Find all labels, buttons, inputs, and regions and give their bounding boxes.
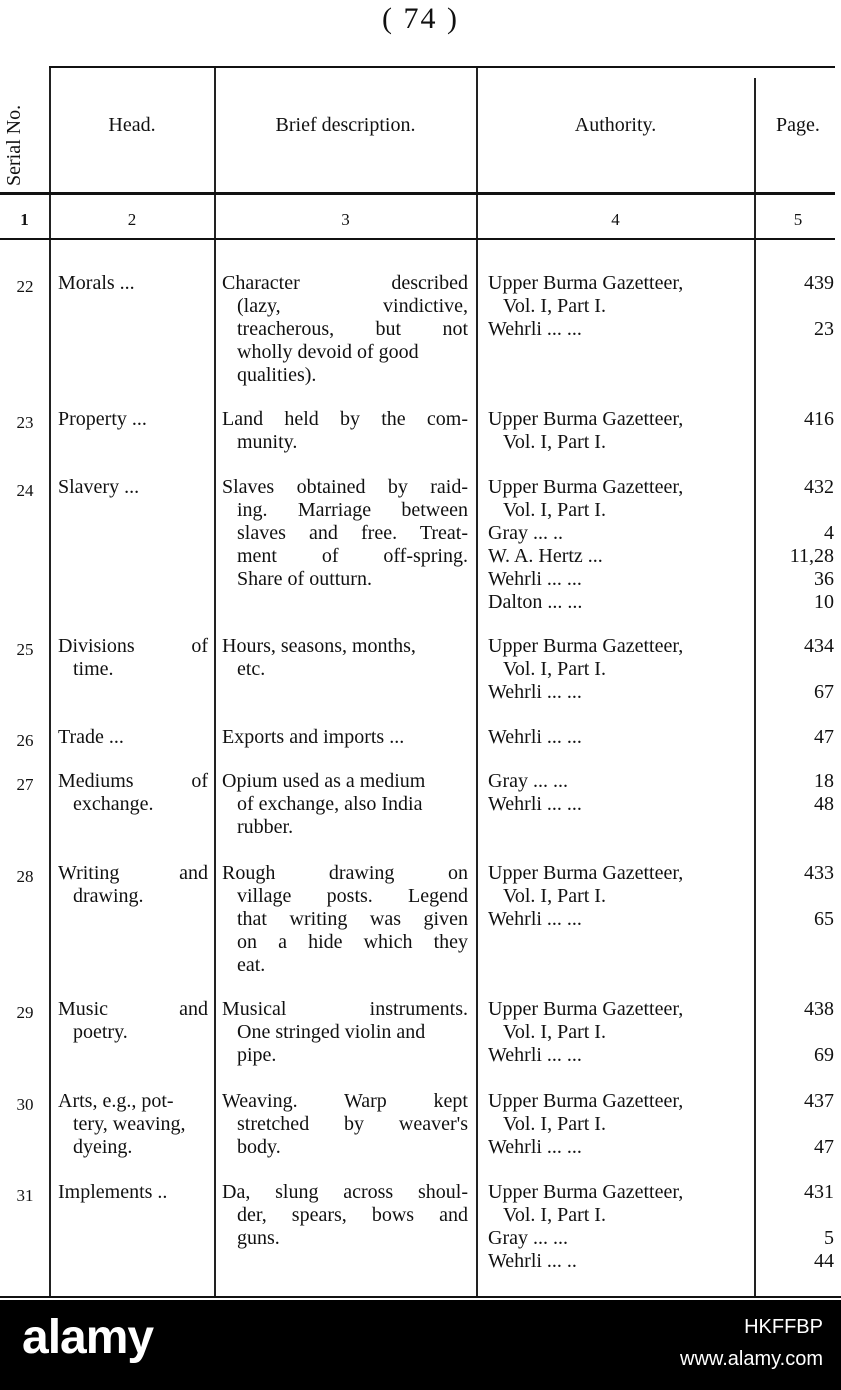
description-line: munity. xyxy=(237,431,298,453)
page-ref: 69 xyxy=(814,1044,834,1066)
head-line: Property ... xyxy=(58,408,147,430)
page-ref: 47 xyxy=(814,1136,834,1158)
row-description xyxy=(222,726,468,749)
description-line: rubber. xyxy=(237,816,294,838)
authority-volume: Vol. I, Part I. xyxy=(503,1021,606,1043)
row-head xyxy=(58,998,208,1044)
serial-number: 29 xyxy=(16,1003,34,1022)
authority-name: Dalton ... ... xyxy=(488,591,583,613)
row-pages xyxy=(758,726,834,749)
page-ref: 36 xyxy=(814,568,834,590)
authority-volume: Vol. I, Part I. xyxy=(503,431,606,453)
head-line: Music and xyxy=(58,998,208,1020)
row-pages xyxy=(758,272,834,341)
row-description xyxy=(222,998,468,1067)
row-description xyxy=(222,476,468,591)
description-line: pipe. xyxy=(237,1044,277,1066)
column-number: 4 xyxy=(611,210,620,229)
row-authority xyxy=(488,770,750,816)
watermark-image-code: HKFFBP xyxy=(744,1316,823,1338)
authority-volume: Vol. I, Part I. xyxy=(503,1113,606,1135)
head-line: Slavery ... xyxy=(58,476,140,498)
watermark-url: www.alamy.com xyxy=(680,1348,823,1370)
head-line: poetry. xyxy=(73,1021,128,1043)
row-pages xyxy=(758,1090,834,1159)
page-ref: 67 xyxy=(814,681,834,703)
description-line: etc. xyxy=(237,658,266,680)
column-rule-2 xyxy=(214,68,216,1296)
page-ref: 47 xyxy=(814,726,834,748)
table-bottom-rule xyxy=(0,1296,841,1298)
page-ref: 416 xyxy=(804,408,834,430)
column-number-rule xyxy=(0,238,835,240)
page-ref: 433 xyxy=(804,862,834,884)
column-number: 5 xyxy=(793,210,803,229)
row-head xyxy=(58,408,208,431)
page-ref: 4 xyxy=(824,522,834,544)
description-line: Share of outturn. xyxy=(237,568,372,590)
authority-name: Upper Burma Gazetteer, xyxy=(488,272,684,294)
row-head xyxy=(58,1090,208,1159)
authority-name: Wehrli ... ... xyxy=(488,681,582,703)
head-line: dyeing. xyxy=(73,1136,133,1158)
description-column-header: Brief description. xyxy=(275,114,416,136)
row-head xyxy=(58,770,208,816)
authority-name: Gray ... ... xyxy=(488,770,568,792)
watermark-logo: alamy xyxy=(22,1311,154,1364)
description-line: qualities). xyxy=(237,364,317,386)
description-line: village posts. Legend xyxy=(237,885,468,907)
authority-name: Upper Burma Gazetteer, xyxy=(488,998,684,1020)
description-line: Exports and imports ... xyxy=(222,726,405,748)
page-ref: 432 xyxy=(804,476,834,498)
authority-volume: Vol. I, Part I. xyxy=(503,295,606,317)
authority-name: Upper Burma Gazetteer, xyxy=(488,635,684,657)
row-authority xyxy=(488,635,750,704)
head-line: exchange. xyxy=(73,793,154,815)
authority-name: Wehrli ... .. xyxy=(488,1250,577,1272)
authority-name: Gray ... ... xyxy=(488,1227,568,1249)
head-column-header: Head. xyxy=(108,114,156,136)
authority-name: Wehrli ... ... xyxy=(488,793,582,815)
row-head xyxy=(58,862,208,908)
authority-name: Wehrli ... ... xyxy=(488,318,582,340)
row-description xyxy=(222,770,468,839)
column-rule-3 xyxy=(476,68,478,1296)
description-line: of exchange, also India xyxy=(237,793,423,815)
row-description xyxy=(222,408,468,454)
serial-number: 26 xyxy=(16,731,34,750)
page-ref: 439 xyxy=(804,272,834,294)
description-line: wholly devoid of good xyxy=(237,341,419,363)
description-line: Musical instruments. xyxy=(222,998,468,1020)
row-head xyxy=(58,726,208,749)
row-authority xyxy=(488,408,750,454)
row-authority xyxy=(488,272,750,341)
column-number: 3 xyxy=(341,210,350,229)
row-description xyxy=(222,272,468,387)
row-pages xyxy=(758,635,834,704)
description-line: ment of off-spring. xyxy=(237,545,468,567)
row-pages xyxy=(758,998,834,1067)
page-ref: 11,28 xyxy=(789,545,834,567)
head-line: Mediums of xyxy=(58,770,208,792)
header-top-rule xyxy=(49,66,835,68)
row-authority xyxy=(488,1090,750,1159)
authority-volume: Vol. I, Part I. xyxy=(503,1204,606,1226)
head-line: Divisions of xyxy=(58,635,208,657)
authority-name: Wehrli ... ... xyxy=(488,568,582,590)
description-line: Da, slung across shoul- xyxy=(222,1181,468,1203)
row-description xyxy=(222,862,468,977)
description-line: on a hide which they xyxy=(237,931,468,953)
authority-column-header: Authority. xyxy=(574,114,657,136)
row-authority xyxy=(488,726,750,749)
row-head xyxy=(58,272,208,295)
description-line: ing. Marriage between xyxy=(237,499,468,521)
authority-name: Upper Burma Gazetteer, xyxy=(488,1090,684,1112)
authority-name: Upper Burma Gazetteer, xyxy=(488,1181,684,1203)
authority-name: Upper Burma Gazetteer, xyxy=(488,408,684,430)
row-authority xyxy=(488,1181,750,1273)
serial-number: 22 xyxy=(16,277,34,296)
page-ref: 438 xyxy=(804,998,834,1020)
head-line: tery, weaving, xyxy=(73,1113,186,1135)
authority-name: Gray ... .. xyxy=(488,522,563,544)
description-line: Hours, seasons, months, xyxy=(222,635,416,657)
head-line: Arts, e.g., pot- xyxy=(58,1090,174,1112)
header-bottom-rule xyxy=(0,192,835,195)
page-number: ( 74 ) xyxy=(382,2,459,35)
serial-number: 30 xyxy=(16,1095,34,1114)
row-head xyxy=(58,635,208,681)
row-head xyxy=(58,476,208,499)
description-line: Opium used as a medium xyxy=(222,770,426,792)
serial-number: 25 xyxy=(16,640,34,659)
row-authority xyxy=(488,998,750,1067)
authority-name: Upper Burma Gazetteer, xyxy=(488,476,684,498)
page-ref: 434 xyxy=(804,635,834,657)
row-pages xyxy=(758,476,834,614)
page-column-header: Page. xyxy=(776,114,820,136)
description-line: eat. xyxy=(237,954,266,976)
head-line: drawing. xyxy=(73,885,144,907)
page-ref: 44 xyxy=(814,1250,834,1272)
authority-name: W. A. Hertz ... xyxy=(488,545,603,567)
authority-name: Wehrli ... ... xyxy=(488,1136,582,1158)
description-line: guns. xyxy=(237,1227,280,1249)
serial-number-header: Serial No. xyxy=(3,104,25,186)
description-line: body. xyxy=(237,1136,281,1158)
serial-number: 23 xyxy=(16,413,34,432)
page-ref: 48 xyxy=(814,793,834,815)
page-ref: 18 xyxy=(814,770,834,792)
authority-volume: Vol. I, Part I. xyxy=(503,885,606,907)
head-line: Implements .. xyxy=(58,1181,168,1203)
page-ref: 5 xyxy=(824,1227,834,1249)
row-authority xyxy=(488,862,750,931)
column-rule-4 xyxy=(754,78,756,1296)
row-description xyxy=(222,1090,468,1159)
description-line: treacherous, but not xyxy=(237,318,468,340)
authority-volume: Vol. I, Part I. xyxy=(503,499,606,521)
head-line: time. xyxy=(73,658,114,680)
row-head xyxy=(58,1181,208,1204)
description-line: Character described xyxy=(222,272,468,294)
serial-number: 27 xyxy=(16,775,34,794)
description-line: Slaves obtained by raid- xyxy=(222,476,468,498)
row-pages xyxy=(758,408,834,431)
authority-name: Wehrli ... ... xyxy=(488,1044,582,1066)
description-line: Land held by the com- xyxy=(222,408,468,430)
row-pages xyxy=(758,1181,834,1273)
page-ref: 437 xyxy=(804,1090,834,1112)
row-authority xyxy=(488,476,750,614)
head-line: Morals ... xyxy=(58,272,135,294)
page-ref: 431 xyxy=(804,1181,834,1203)
serial-number: 31 xyxy=(16,1186,34,1205)
row-description xyxy=(222,635,468,681)
column-number: 2 xyxy=(127,210,137,229)
page-ref: 10 xyxy=(814,591,834,613)
description-line: Rough drawing on xyxy=(222,862,468,884)
head-line: Trade ... xyxy=(58,726,124,748)
page-ref: 23 xyxy=(814,318,834,340)
description-line: der, spears, bows and xyxy=(237,1204,468,1226)
column-rule-1 xyxy=(49,68,51,1296)
head-line: Writing and xyxy=(58,862,208,884)
authority-volume: Vol. I, Part I. xyxy=(503,658,606,680)
column-number: 1 xyxy=(20,210,29,229)
description-line: One stringed violin and xyxy=(237,1021,426,1043)
description-line: stretched by weaver's xyxy=(237,1113,468,1135)
authority-name: Wehrli ... ... xyxy=(488,726,582,748)
row-pages xyxy=(758,770,834,816)
description-line: that writing was given xyxy=(237,908,468,930)
authority-name: Wehrli ... ... xyxy=(488,908,582,930)
description-line: slaves and free. Treat- xyxy=(237,522,468,544)
description-line: (lazy, vindictive, xyxy=(237,295,468,317)
page-ref: 65 xyxy=(814,908,834,930)
row-description xyxy=(222,1181,468,1250)
authority-name: Upper Burma Gazetteer, xyxy=(488,862,684,884)
serial-number: 28 xyxy=(16,867,34,886)
serial-number: 24 xyxy=(16,481,34,500)
row-pages xyxy=(758,862,834,931)
description-line: Weaving. Warp kept xyxy=(222,1090,468,1112)
